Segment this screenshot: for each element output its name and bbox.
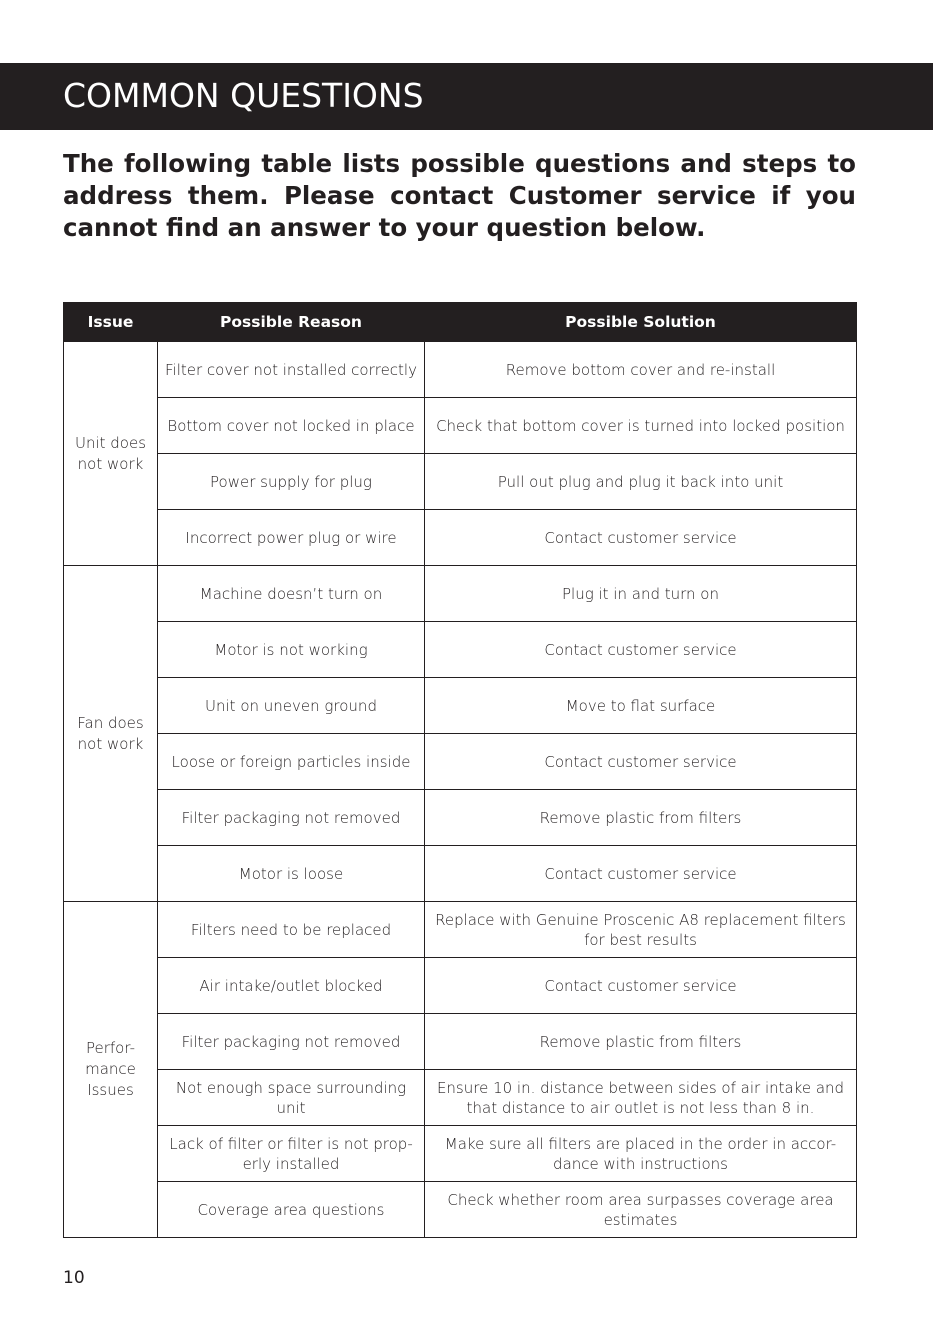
column-header-issue: Issue (64, 303, 158, 342)
solution-cell: Check whether room area surpasses coverage area estimates (425, 1182, 857, 1238)
table-row (64, 566, 857, 622)
table-row (64, 1070, 857, 1126)
solution-cell: Move to flat surface (425, 678, 857, 734)
reason-cell: Filter cover not installed correctly (158, 342, 425, 398)
solution-cell: Contact customer service (425, 510, 857, 566)
solution-cell: Remove bottom cover and re-install (425, 342, 857, 398)
table-row (64, 398, 857, 454)
solution-cell: Remove plastic from filters (425, 1014, 857, 1070)
solution-cell: Contact customer service (425, 958, 857, 1014)
page-title: COMMON QUESTIONS (63, 76, 424, 115)
reason-cell: Filter packaging not removed (158, 1014, 425, 1070)
table-row (64, 1182, 857, 1238)
solution-cell: Replace with Genuine Proscenic A8 replacement filters for best results (425, 902, 857, 958)
solution-cell: Check that bottom cover is turned into locked position (425, 398, 857, 454)
table-row (64, 454, 857, 510)
reason-cell: Air intake/outlet blocked (158, 958, 425, 1014)
table-row (64, 622, 857, 678)
table-body (64, 342, 857, 1238)
reason-cell: Motor is loose (158, 846, 425, 902)
troubleshooting-table (63, 302, 857, 1238)
issue-cell: Unit does not work (64, 342, 158, 566)
table-row (64, 734, 857, 790)
table-row (64, 902, 857, 958)
reason-cell: Power supply for plug (158, 454, 425, 510)
table-header-row (64, 303, 857, 342)
table-row (64, 790, 857, 846)
table-row (64, 342, 857, 398)
reason-cell: Filters need to be replaced (158, 902, 425, 958)
solution-cell: Contact customer service (425, 734, 857, 790)
reason-cell: Unit on uneven ground (158, 678, 425, 734)
solution-cell: Pull out plug and plug it back into unit (425, 454, 857, 510)
issue-cell: Perfor-mance Issues (64, 902, 158, 1238)
reason-cell: Lack of filter or filter is not prop-erly installed (158, 1126, 425, 1182)
table-row (64, 678, 857, 734)
table-row (64, 510, 857, 566)
column-header-solution: Possible Solution (425, 303, 857, 342)
table-row (64, 1126, 857, 1182)
column-header-reason: Possible Reason (158, 303, 425, 342)
reason-cell: Coverage area questions (158, 1182, 425, 1238)
intro-paragraph: The following table lists possible questions and steps to address them. Please contact Customer service if you cannot find an answer to your question below. (63, 149, 856, 242)
table-row (64, 958, 857, 1014)
solution-cell: Contact customer service (425, 622, 857, 678)
reason-cell: Incorrect power plug or wire (158, 510, 425, 566)
solution-cell: Make sure all filters are placed in the order in accor-dance with instructions (425, 1126, 857, 1182)
issue-cell: Fan does not work (64, 566, 158, 902)
reason-cell: Not enough space surrounding unit (158, 1070, 425, 1126)
solution-cell: Remove plastic from filters (425, 790, 857, 846)
reason-cell: Loose or foreign particles inside (158, 734, 425, 790)
table-row (64, 1014, 857, 1070)
reason-cell: Filter packaging not removed (158, 790, 425, 846)
reason-cell: Machine doesn’t turn on (158, 566, 425, 622)
solution-cell: Ensure 10 in. distance between sides of air intake and that distance to air outlet is not less than 8 in. (425, 1070, 857, 1126)
solution-cell: Plug it in and turn on (425, 566, 857, 622)
table-row (64, 846, 857, 902)
page-number: 10 (63, 1268, 85, 1288)
reason-cell: Motor is not working (158, 622, 425, 678)
solution-cell: Contact customer service (425, 846, 857, 902)
reason-cell: Bottom cover not locked in place (158, 398, 425, 454)
